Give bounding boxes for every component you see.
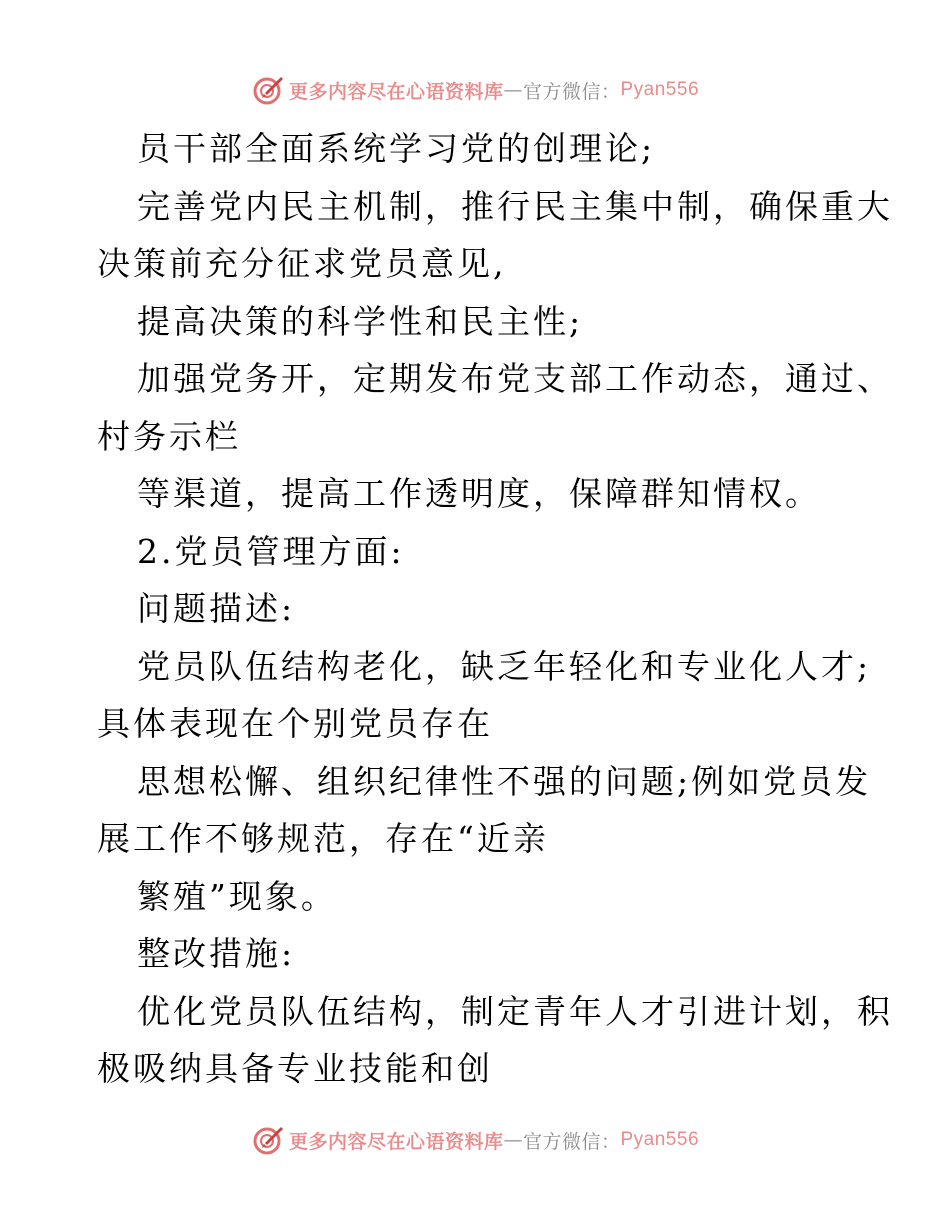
body-line: 等渠道，提高工作透明度，保障群知情权。 — [137, 474, 821, 513]
body-line: 村务示栏 — [97, 416, 241, 456]
document-body — [97, 120, 893, 1098]
footer-watermark — [0, 1120, 950, 1160]
watermark-handle: Pyan556 — [620, 1129, 700, 1150]
body-line: 思想松懈、组织纪律性不强的问题;例如党员发 — [137, 761, 872, 801]
watermark-label: 官方微信： — [522, 80, 621, 103]
watermark-separator: — — [503, 79, 523, 101]
body-line: 具体表现在个别党员存在 — [97, 704, 493, 743]
subsection-heading: 问题描述: — [137, 589, 296, 628]
pen-logo-icon — [251, 1123, 285, 1157]
body-line: 极吸纳具备专业技能和创 — [97, 1049, 493, 1088]
body-line: 加强党务开，定期发布党支部工作动态，通过、 — [137, 359, 893, 398]
watermark-text: 更多内容尽在心语资料库 — [288, 1130, 504, 1153]
body-line: 优化党员队伍结构，制定青年人才引进计划，积 — [137, 991, 893, 1031]
watermark-label: 官方微信： — [522, 1130, 621, 1153]
body-line: 决策前充分征求党员意见, — [97, 244, 507, 283]
section-heading: 2.党员管理方面: — [137, 531, 405, 571]
body-line: 展工作不够规范，存在“近亲 — [97, 819, 549, 858]
body-line: 党员队伍结构老化，缺乏年轻化和专业化人才; — [137, 646, 872, 686]
body-line: 完善党内民主机制，推行民主集中制，确保重大 — [137, 186, 893, 226]
subsection-heading: 整改措施: — [137, 934, 296, 973]
body-line: 繁殖”现象。 — [137, 876, 337, 916]
body-line: 员干部全面系统学习党的创理论; — [137, 129, 656, 168]
body-line: 提高决策的科学性和民主性; — [137, 301, 584, 341]
pen-logo-icon — [251, 73, 285, 107]
watermark-handle: Pyan556 — [620, 79, 700, 100]
watermark-text: 更多内容尽在心语资料库 — [288, 80, 504, 103]
header-watermark — [0, 70, 950, 110]
watermark-separator: — — [503, 1129, 523, 1151]
